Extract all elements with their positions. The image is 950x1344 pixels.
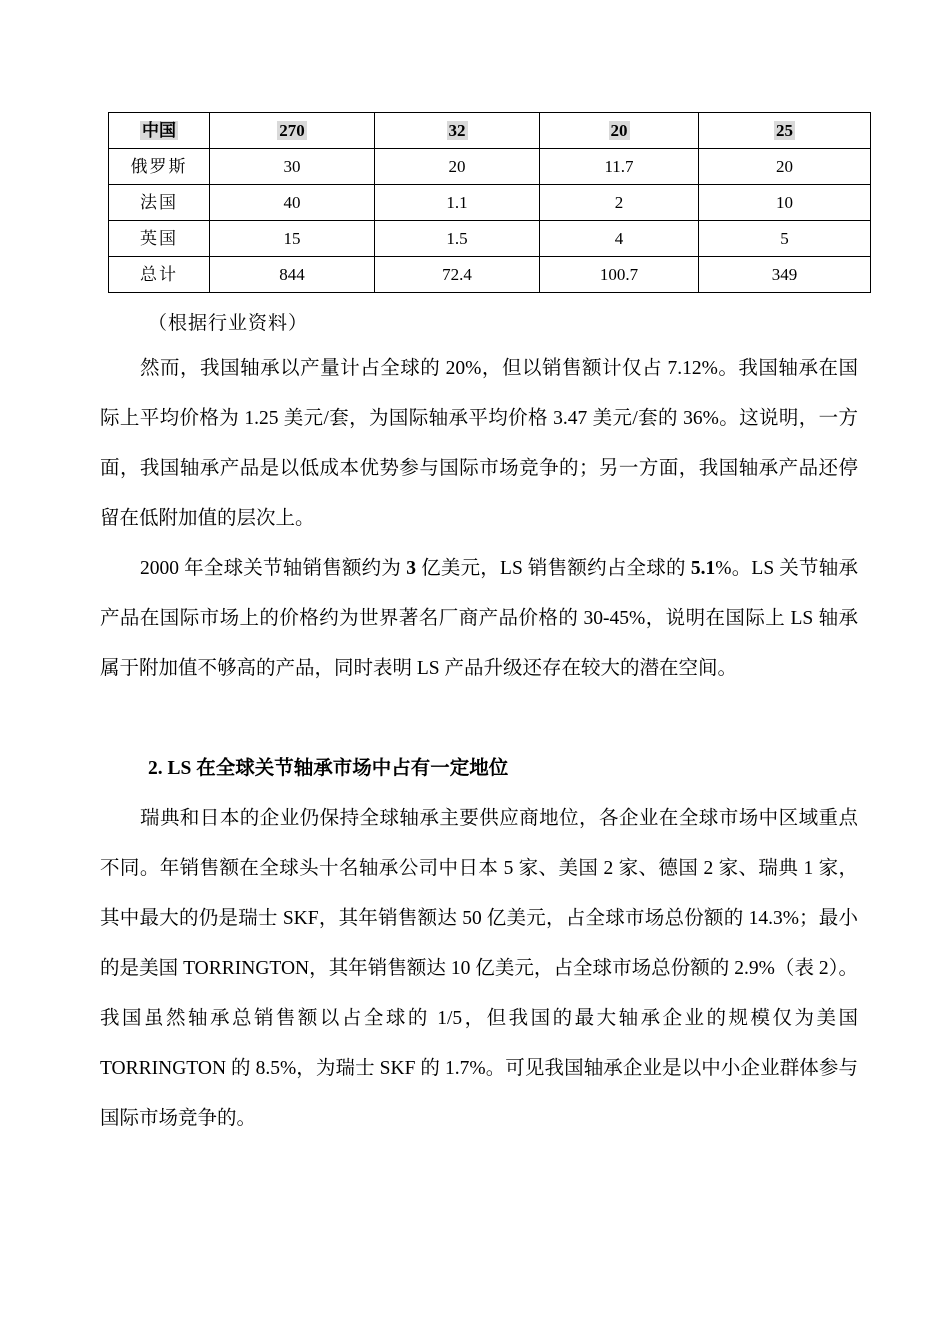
- table-cell: 11.7: [540, 149, 699, 185]
- table-row: [109, 149, 871, 185]
- paragraph-ls-sales: [100, 544, 858, 694]
- paragraph-global-suppliers: 瑞典和日本的企业仍保持全球轴承主要供应商地位，各企业在全球市场中区域重点不同。年销售额在全球头十名轴承公司中日本 5 家、美国 2 家、德国 2 家、瑞典 1 家，其中最大的仍是瑞士 SKF，其年销售额达 50 亿美元，占全球市场总份额的 14.3%；最小的是美国 TORRINGTON，其年销售额达 10 亿美元，占全球市场总份额的 2.9%（表 2）。我国虽然轴承总销售额以占全球的 1/5，但我国的最大轴承企业的规模仅为美国 TORRINGTON 的 8.5%，为瑞士 SKF 的 1.7%。可见我国轴承企业是以中小企业群体参与国际市场竞争的。: [100, 808, 858, 1129]
- paragraph-text: %。LS 关节轴承产品在国际市场上的价格约为世界著名厂商产品价格的 30-45%，说明在国际上 LS 轴承属于附加值不够高的产品，同时表明 LS 产品升级还存在较大的潜在空间。: [100, 558, 858, 679]
- paragraph-text: 亿美元，LS 销售额约占全球的: [416, 558, 691, 579]
- table-cell-country: 英国: [109, 221, 210, 257]
- table-cell-country: 法国: [109, 185, 210, 221]
- table-cell: 15: [210, 221, 375, 257]
- table-cell: 1.5: [375, 221, 540, 257]
- table-cell: 844: [210, 257, 375, 293]
- table-cell: 20: [540, 113, 699, 149]
- table-row: [109, 257, 871, 293]
- table-cell: 4: [540, 221, 699, 257]
- table-cell-country: 中国: [109, 113, 210, 149]
- table-cell: 25: [699, 113, 871, 149]
- table-row: [109, 113, 871, 149]
- bold-value: 3: [406, 558, 416, 579]
- table-cell: 30: [210, 149, 375, 185]
- table-cell: 2: [540, 185, 699, 221]
- table-row: [109, 185, 871, 221]
- table-cell: 20: [375, 149, 540, 185]
- paragraph-text: 2000 年全球关节轴销售额约为: [140, 558, 407, 579]
- table-cell: 72.4: [375, 257, 540, 293]
- table-cell: 40: [210, 185, 375, 221]
- table-cell: 100.7: [540, 257, 699, 293]
- table-cell: 10: [699, 185, 871, 221]
- bearing-statistics-table: [108, 112, 871, 293]
- section-heading: 2. LS 在全球关节轴承市场中占有一定地位: [148, 758, 509, 779]
- table-cell: 270: [210, 113, 375, 149]
- table-row: [109, 221, 871, 257]
- bold-value: 5.1: [690, 558, 716, 579]
- table-cell: 32: [375, 113, 540, 149]
- paragraph-price-analysis: 然而，我国轴承以产量计占全球的 20%，但以销售额计仅占 7.12%。我国轴承在国际上平均价格为 1.25 美元/套，为国际轴承平均价格 3.47 美元/套的 36%。这说明，一方面，我国轴承产品是以低成本优势参与国际市场竞争的；另一方面，我国轴承产品还停留在低附加值的层次上。: [100, 358, 858, 529]
- table-cell: 20: [699, 149, 871, 185]
- table-cell-country: 俄罗斯: [109, 149, 210, 185]
- table-cell-country: 总计: [109, 257, 210, 293]
- table-cell: 1.1: [375, 185, 540, 221]
- table-source-note: （根据行业资料）: [148, 313, 309, 334]
- table-cell: 349: [699, 257, 871, 293]
- table-cell: 5: [699, 221, 871, 257]
